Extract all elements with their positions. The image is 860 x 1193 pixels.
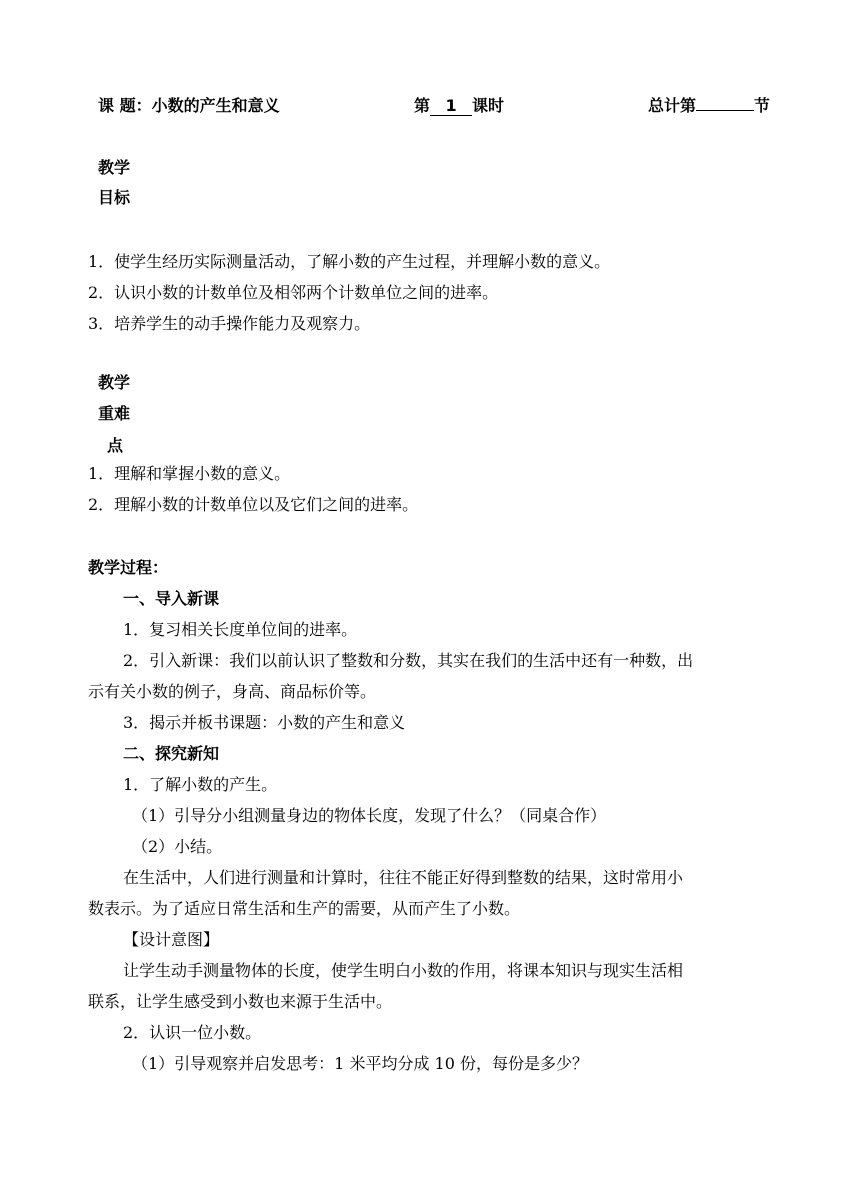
- keypoints-heading-line1: 教学: [98, 373, 131, 392]
- section-1-item-3: 3．揭示并板书课题：小数的产生和意义: [123, 713, 406, 732]
- section-2-paragraph-line2: 数表示。为了适应日常生活和生产的需要，从而产生了小数。: [88, 899, 521, 918]
- total-number: [696, 110, 754, 111]
- keypoints-heading-line2: 重难: [98, 404, 131, 423]
- section-1-item-2-line2: 示有关小数的例子，身高、商品标价等。: [88, 682, 377, 701]
- section-2-heading: 二、探究新知: [123, 744, 220, 763]
- process-heading: 教学过程：: [88, 558, 169, 577]
- section-1-item-2-line1: 2．引入新课：我们以前认识了整数和分数，其实在我们的生活中还有一种数，出: [123, 651, 694, 670]
- section-2-item-1: 1．了解小数的产生。: [123, 775, 278, 794]
- total-count-header: [648, 96, 770, 116]
- goal-item-2: 2．认识小数的计数单位及相邻两个计数单位之间的进率。: [88, 283, 499, 302]
- goal-item-3: 3．培养学生的动手操作能力及观察力。: [88, 314, 371, 333]
- keypoint-item-1: 1．理解和掌握小数的意义。: [88, 464, 291, 483]
- section-2-sub-2: （2）小结。: [132, 837, 223, 856]
- goal-item-1: 1．使学生经历实际测量活动，了解小数的产生过程，并理解小数的意义。: [88, 252, 611, 271]
- design-intent-line1: 让学生动手测量物体的长度，使学生明白小数的作用，将课本知识与现实生活相: [123, 961, 684, 980]
- topic-label: 课 题：: [98, 96, 152, 115]
- section-1-heading: 一、导入新课: [123, 589, 220, 608]
- design-intent-line2: 联系，让学生感受到小数也来源于生活中。: [88, 992, 393, 1011]
- lesson-suffix: 课时: [472, 96, 505, 115]
- total-suffix: 节: [754, 96, 771, 115]
- lesson-prefix: 第: [414, 96, 431, 115]
- section-2-paragraph-line1: 在生活中，人们进行测量和计算时，往往不能正好得到整数的结果，这时常用小: [123, 868, 684, 887]
- topic-header: [98, 96, 280, 116]
- keypoints-heading-line3: 点: [107, 436, 124, 455]
- section-2-item-2-sub-1: （1）引导观察并启发思考：1 米平均分成 10 份，每份是多少？: [132, 1054, 588, 1073]
- total-prefix: 总计第: [648, 96, 697, 115]
- lesson-number-header: [414, 96, 504, 116]
- goals-heading-line1: 教学: [98, 158, 131, 177]
- goals-heading-line2: 目标: [98, 188, 131, 207]
- section-2-item-2: 2．认识一位小数。: [123, 1023, 262, 1042]
- design-intent-heading: 【设计意图】: [123, 930, 220, 949]
- keypoint-item-2: 2．理解小数的计数单位以及它们之间的进率。: [88, 495, 419, 514]
- section-1-item-1: 1．复习相关长度单位间的进率。: [123, 620, 358, 639]
- topic-title: 小数的产生和意义: [151, 96, 280, 115]
- lesson-number: 1: [430, 97, 472, 116]
- section-2-sub-1: （1）引导分小组测量身边的物体长度，发现了什么？（同桌合作）: [132, 806, 607, 825]
